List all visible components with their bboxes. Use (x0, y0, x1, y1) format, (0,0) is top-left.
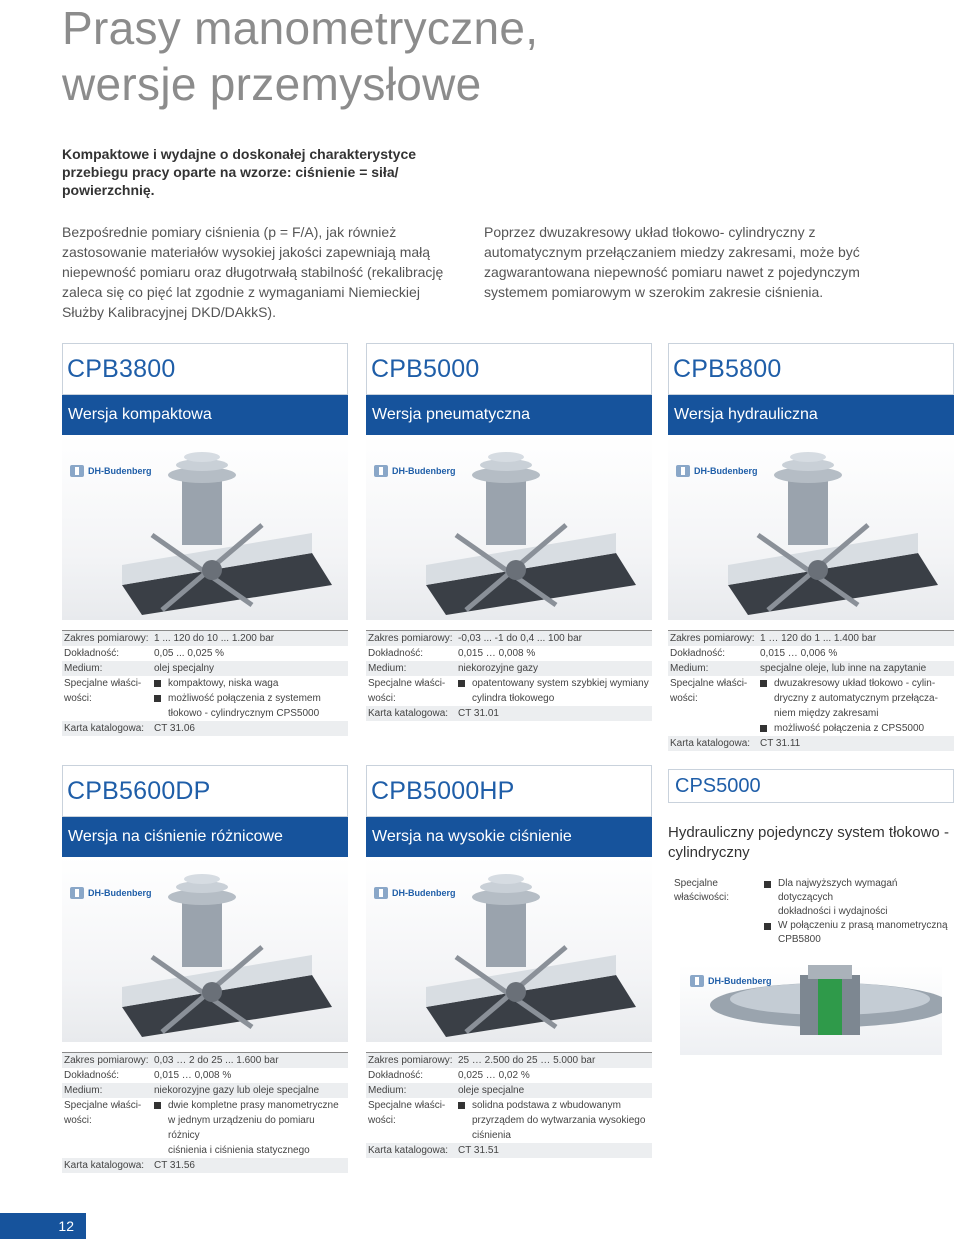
spec-row-special: Specjalne właści- wości: dwie kompletne prasy manometryczne w jednym urządzeniu do pomiaru różnicy ciśnienia i ciśnienia statycznego (62, 1098, 348, 1158)
special-feature-line: w jednym urządzeniu do pomiaru różnicy (168, 1115, 315, 1141)
special-feature-line: cylindra tłokowego (472, 693, 555, 704)
spec-row-medium: Medium: niekorozyjne gazy lub oleje specjalne (62, 1083, 348, 1098)
special-feature-line: ciśnienia (472, 1130, 511, 1141)
lead-paragraph: Kompaktowe i wydajne o doskonałej charakterystyce przebiegu pracy oparte na wzorze: ciśnienie = siła/ powierzchnię. (62, 146, 417, 198)
brand-logo: DH-Budenberg (374, 887, 456, 899)
cps5000-photo (680, 965, 942, 1055)
card-subtitle: Wersja hydrauliczna (668, 395, 954, 435)
card-header (366, 343, 652, 395)
tester-illustration (366, 857, 652, 1042)
card-subtitle: Wersja na wysokie ciśnienie (366, 817, 652, 857)
brand-logo-icon (70, 465, 84, 477)
product-photo (366, 435, 652, 620)
card-model: CPB5000HP (371, 777, 515, 805)
brand-logo: DH-Budenberg (676, 465, 758, 477)
spec-row-range: Zakres pomiarowy: 1 ... 120 do 10 ... 1.200 bar (62, 631, 348, 646)
card-model: CPB3800 (67, 355, 176, 383)
spec-table (366, 1052, 652, 1158)
cps5000-special-item: CPB5800 (778, 934, 821, 945)
special-feature-line: przyrządem do wytwarzania wysokiego (472, 1115, 646, 1126)
card-model: CPB5800 (673, 355, 782, 383)
spec-row-range: Zakres pomiarowy: 25 … 2.500 do 25 … 5.000 bar (366, 1053, 652, 1068)
spec-row-accuracy: Dokładność: 0,05 ... 0,025 % (64, 648, 225, 659)
spec-table (62, 630, 348, 736)
product-card (366, 765, 652, 1158)
card-header (366, 765, 652, 817)
brand-logo-icon (374, 465, 388, 477)
special-feature-line: niem między zakresami (774, 708, 879, 719)
tester-illustration (62, 857, 348, 1042)
special-feature-line: kompaktowy, niska waga (154, 676, 348, 691)
spec-table (62, 1052, 348, 1173)
cps5000-special-item: Dla najwyższych wymagań dotyczących (764, 877, 954, 905)
product-photo (62, 857, 348, 1042)
card-header (62, 343, 348, 395)
spec-row-medium: Medium: specjalne oleje, lub inne na zapytanie (668, 661, 954, 676)
spec-table (668, 630, 954, 751)
card-header (62, 765, 348, 817)
brand-logo-icon (690, 975, 704, 987)
special-feature-line: opatentowany system szybkiej wymiany (458, 676, 652, 691)
spec-row-range: Zakres pomiarowy: -0,03 ... -1 do 0,4 ... 100 bar (366, 631, 652, 646)
card-header (668, 343, 954, 395)
brand-logo-icon (70, 887, 84, 899)
page-number: 12 (0, 1213, 86, 1239)
cps5000-specs-label: Specjalne właściwości: (674, 878, 730, 903)
spec-row-catalog: Karta katalogowa: CT 31.51 (366, 1143, 652, 1158)
spec-row-medium: Medium: niekorozyjne gazy (366, 661, 652, 676)
intro-left-paragraph: Bezpośrednie pomiary ciśnienia (p = F/A), jak również zastosowanie materiałów wysokiej jakości zapewniają małą niepewność pomiaru oraz długotrwałą stabilność (rekalibrację zaleca się co pięć lat zgodnie z wymaganiami Niemieckiej Służby Kalibracyjnej DKD/DAkkS). (62, 224, 444, 320)
product-card (62, 343, 348, 736)
cps5000-special-item: W połączeniu z prasą manometryczną (764, 919, 954, 933)
tester-illustration (366, 435, 652, 620)
spec-row-special: Specjalne właści- wości: kompaktowy, niska waga możliwość połączenia z systemem tłokowo - cylindrycznym CPS5000 (62, 676, 348, 721)
special-feature-line: tłokowo - cylindrycznym CPS5000 (168, 708, 320, 719)
cps5000-model: CPS5000 (668, 769, 954, 803)
brand-logo: DH-Budenberg (374, 465, 456, 477)
product-photo (366, 857, 652, 1042)
cps5000-description: Hydrauliczny pojedynczy system tłokowo - cylindryczny (668, 824, 949, 861)
spec-row-special: Specjalne właści- wości: opatentowany system szybkiej wymiany cylindra tłokowego (366, 676, 652, 706)
card-model: CPB5600DP (67, 777, 211, 805)
spec-row-accuracy: Dokładność: 0,015 … 0,008 % (64, 1070, 232, 1081)
tester-illustration (62, 435, 348, 620)
spec-row-catalog: Karta katalogowa: CT 31.06 (62, 721, 348, 736)
product-card (366, 343, 652, 721)
card-subtitle: Wersja kompaktowa (62, 395, 348, 435)
brand-logo: DH-Budenberg (70, 887, 152, 899)
intro-right-paragraph: Poprzez dwuzakresowy układ tłokowo- cylindryczny z automatycznym przełączaniem miedzy zakresami, może być zagwarantowana niepewność pomiaru nawet z pojedynczym systemem pomiarowym w szerokim zakresie ciśnienia. (484, 224, 860, 300)
brand-logo: DH-Budenberg (690, 975, 772, 987)
cps5000-specs (672, 877, 954, 947)
spec-row-accuracy: Dokładność: 0,015 … 0,006 % (670, 648, 838, 659)
spec-row-accuracy: Dokładność: 0,025 … 0,02 % (368, 1070, 530, 1081)
spec-row-range: Zakres pomiarowy: 1 … 120 do 1 ... 1.400 bar (668, 631, 954, 646)
cps5000-specs-values (764, 877, 954, 947)
spec-row-medium: Medium: olej specjalny (62, 661, 348, 676)
page-title: Prasy manometryczne, wersje przemysłowe (62, 2, 539, 110)
spec-row-catalog: Karta katalogowa: CT 31.11 (668, 736, 954, 751)
spec-row-special: Specjalne właści- wości: dwuzakresowy układ tłokowo - cylin- dryczny z automatycznym przełącza- niem między zakresami możliwość połączenia z CPS5000 (668, 676, 954, 736)
product-card (62, 765, 348, 1173)
brand-logo: DH-Budenberg (70, 465, 152, 477)
brand-logo-icon (676, 465, 690, 477)
special-feature-line: solidna podstawa z wbudowanym (458, 1098, 652, 1113)
special-feature-line: dwie kompletne prasy manometryczne (154, 1098, 348, 1113)
spec-row-catalog: Karta katalogowa: CT 31.01 (366, 706, 652, 721)
spec-row-range: Zakres pomiarowy: 0,03 … 2 do 25 ... 1.600 bar (62, 1053, 348, 1068)
spec-row-medium: Medium: oleje specjalne (366, 1083, 652, 1098)
spec-row-accuracy: Dokładność: 0,015 … 0,008 % (368, 648, 536, 659)
special-feature-line: ciśnienia i ciśnienia statycznego (168, 1145, 310, 1156)
tester-illustration (668, 435, 954, 620)
card-model: CPB5000 (371, 355, 480, 383)
cps5000-block (668, 769, 954, 863)
card-subtitle: Wersja pneumatyczna (366, 395, 652, 435)
product-photo (668, 435, 954, 620)
brand-logo-icon (374, 887, 388, 899)
spec-row-special: Specjalne właści- wości: solidna podstawa z wbudowanym przyrządem do wytwarzania wysokiego ciśnienia (366, 1098, 652, 1143)
spec-row-catalog: Karta katalogowa: CT 31.56 (62, 1158, 348, 1173)
special-feature-line: dwuzakresowy układ tłokowo - cylin- (760, 676, 954, 691)
cps5000-special-item: dokładności i wydajności (778, 906, 888, 917)
product-card (668, 343, 954, 751)
special-feature-line: możliwość połączenia z CPS5000 (760, 721, 954, 736)
card-subtitle: Wersja na ciśnienie różnicowe (62, 817, 348, 857)
special-feature-line: dryczny z automatycznym przełącza- (774, 693, 938, 704)
product-photo (62, 435, 348, 620)
spec-table (366, 630, 652, 721)
special-feature-line: możliwość połączenia z systemem (154, 691, 348, 706)
